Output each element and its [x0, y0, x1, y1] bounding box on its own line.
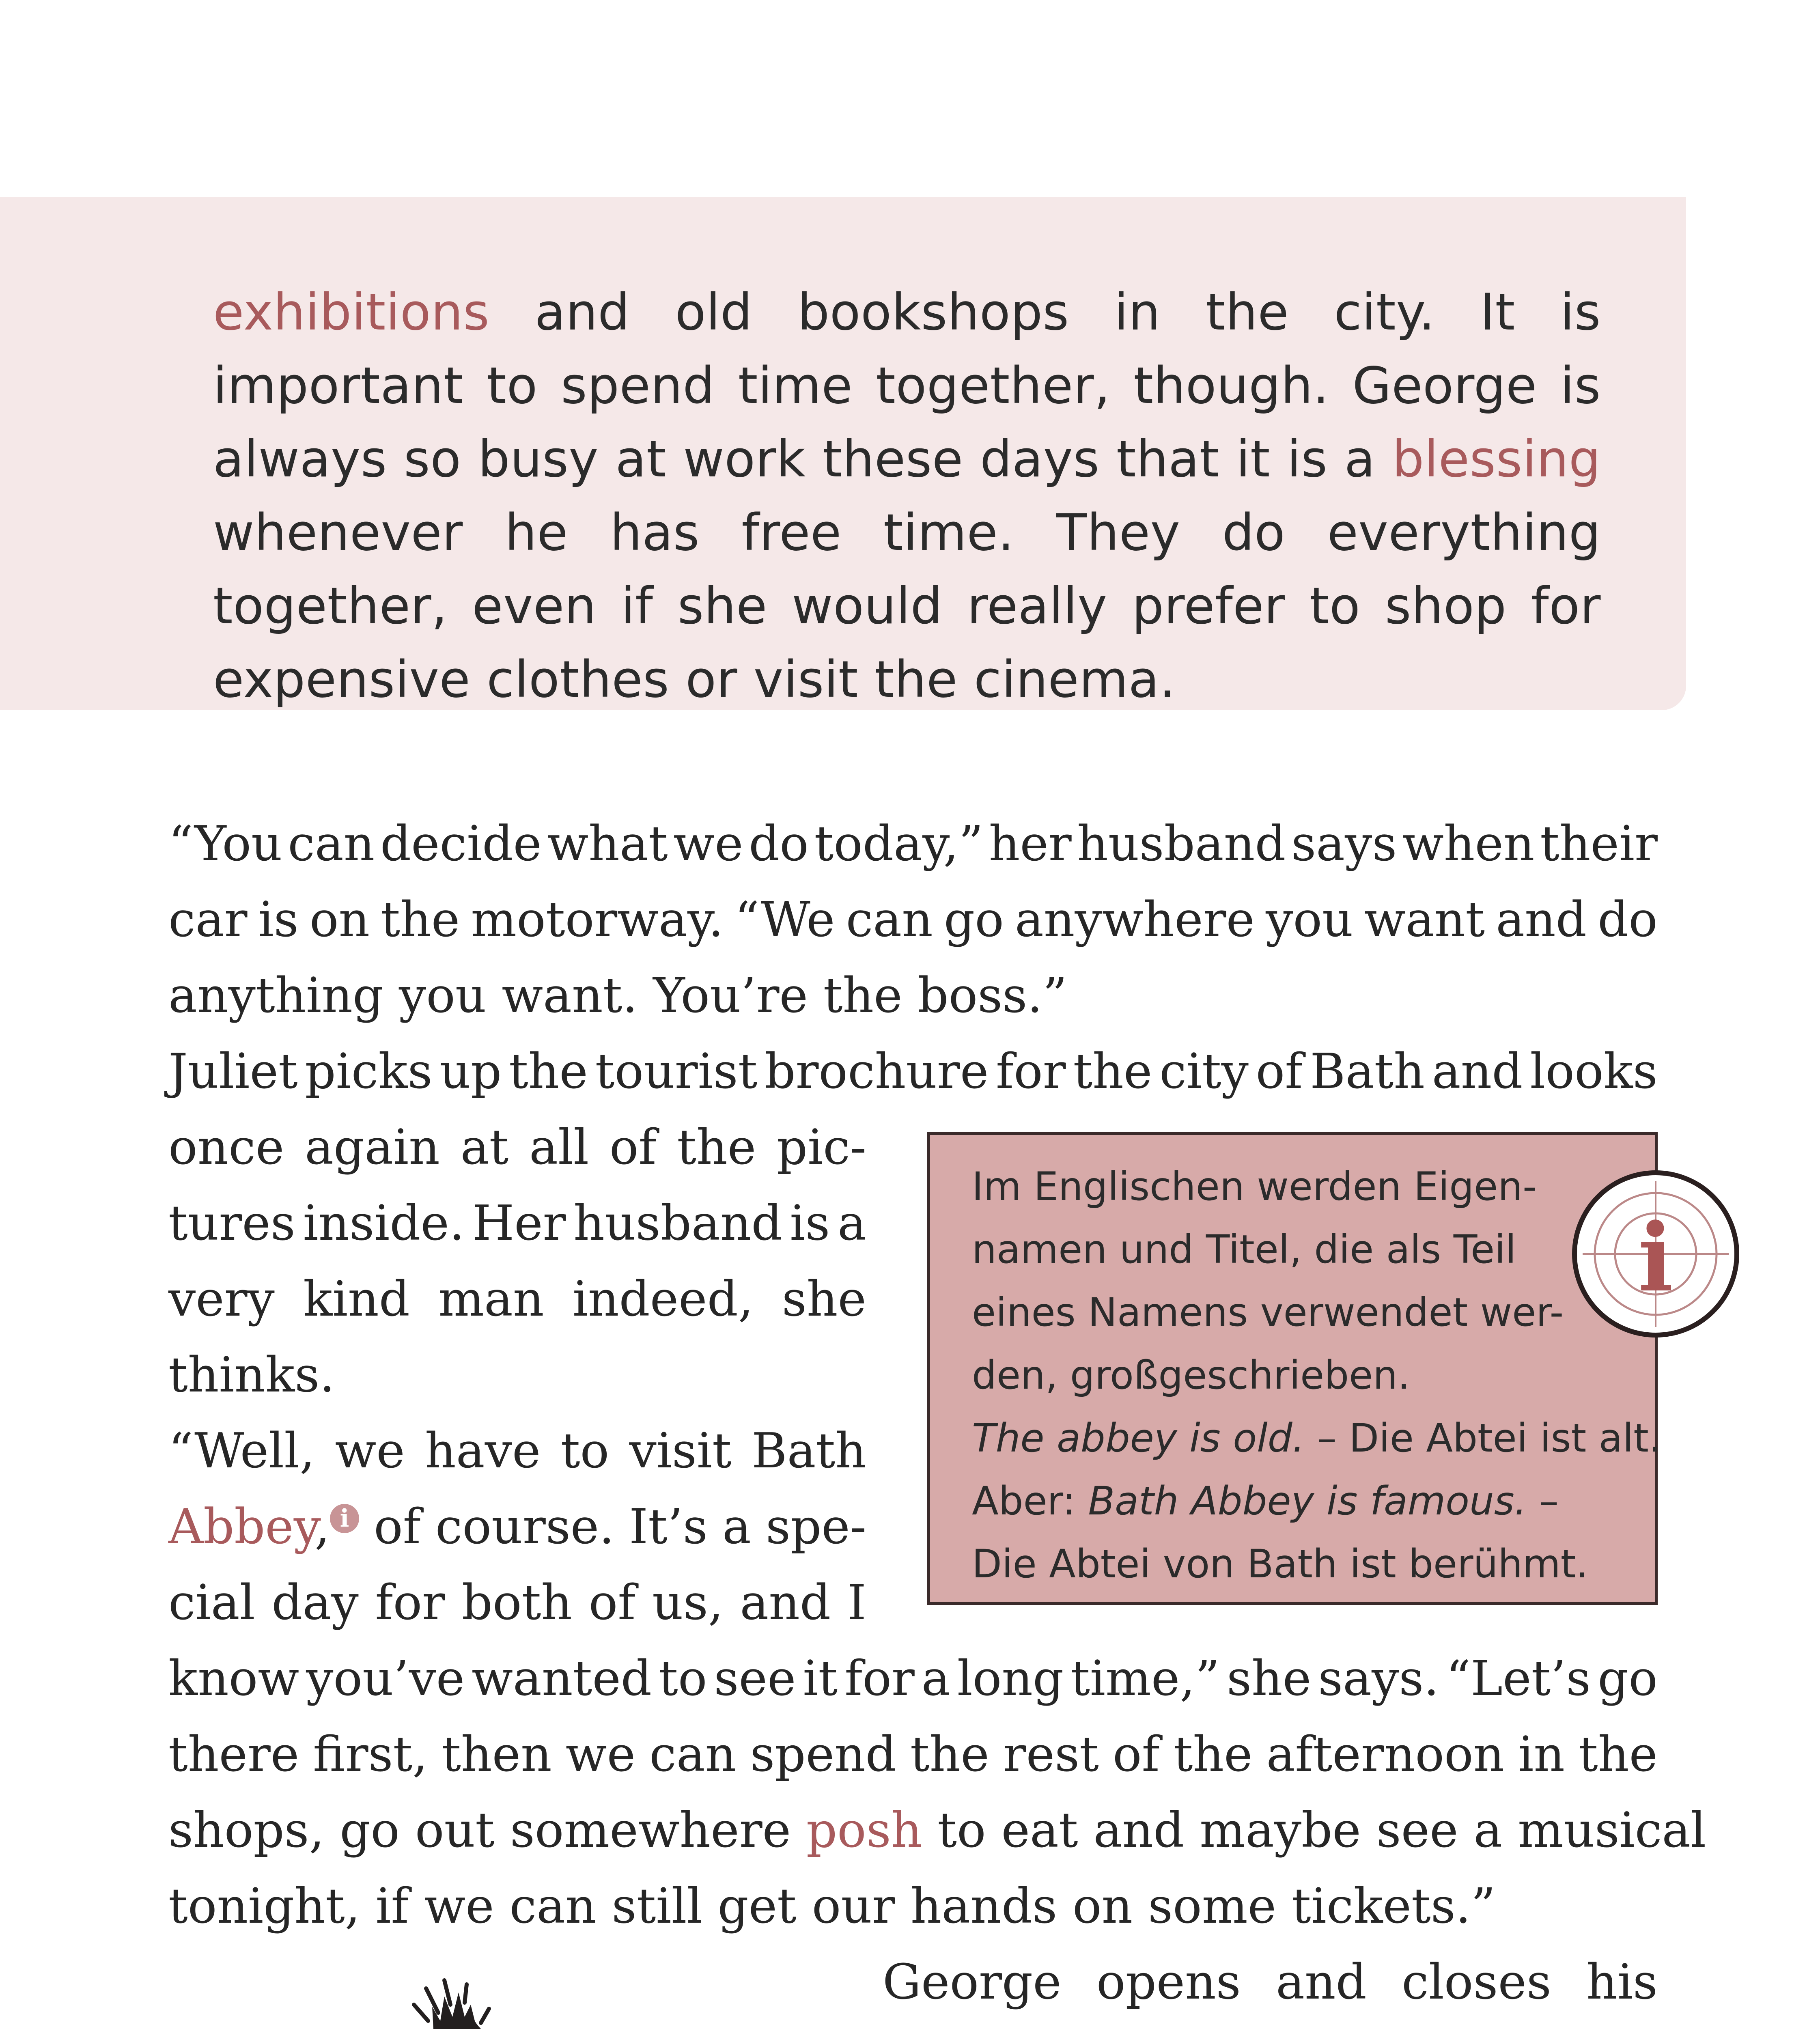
word: very [168, 1271, 275, 1327]
word: “You [168, 816, 282, 872]
word: we [565, 1727, 636, 1783]
story-line [168, 1717, 1658, 1792]
word: I [847, 1575, 866, 1631]
story-line-abbey: Abbey, i of course. It’s a spe- [168, 1490, 866, 1564]
word: she [1226, 1651, 1312, 1707]
hand-print-icon [398, 1972, 519, 2029]
word: tures [168, 1195, 295, 1251]
word: inside. [303, 1195, 465, 1251]
word: is [790, 1195, 830, 1251]
story-line [168, 1034, 1658, 1109]
word [1240, 2021, 1398, 2029]
word: course. [435, 1499, 615, 1555]
word: know [168, 1651, 299, 1707]
word: on [309, 892, 370, 948]
word: visit [629, 1423, 732, 1479]
word: today,” [814, 816, 984, 872]
word: indeed, [572, 1271, 754, 1327]
info-line: namen und Titel, die als Teil [972, 1227, 1516, 1272]
story-line-posh: shops, go out somewhere posh to eat and maybe see a musical [168, 1803, 1706, 1859]
word: to [659, 1651, 707, 1707]
word [1441, 2021, 1580, 2029]
word: of [609, 1120, 657, 1176]
word: once [168, 1120, 284, 1176]
word: the [381, 892, 460, 948]
word: rest [1003, 1727, 1099, 1783]
intro-paragraph [213, 276, 1601, 717]
word: to [560, 1423, 610, 1479]
word: Bath [752, 1423, 866, 1479]
word: city [1159, 1044, 1249, 1100]
word: in [1518, 1727, 1565, 1783]
word: can [846, 892, 933, 948]
intro-text-2: whenever he has free time. They do everything together, even if she would really prefer to shop for expensive clothes or visit the cinema. [213, 504, 1601, 709]
word: we [673, 816, 743, 872]
word: and [740, 1575, 831, 1631]
story-line [168, 807, 1658, 881]
word: day [271, 1575, 359, 1631]
word: kind [303, 1271, 410, 1327]
word: his [1586, 1954, 1658, 2010]
word: her [989, 816, 1072, 872]
word: the [508, 1044, 588, 1100]
word: the [1579, 1727, 1658, 1783]
word: wanted [472, 1651, 652, 1707]
story-line [883, 1945, 1658, 2020]
word: says. [1318, 1651, 1439, 1707]
word: us, [652, 1575, 724, 1631]
keyword-posh: posh [806, 1803, 922, 1859]
word: and [1432, 1044, 1523, 1100]
keyword-exhibitions: exhibitions [213, 283, 490, 342]
word: do [1598, 892, 1658, 948]
word: of [1256, 1044, 1303, 1100]
word: George [883, 1954, 1062, 2010]
word: of [588, 1575, 636, 1631]
word: picks [305, 1044, 433, 1100]
story-line [168, 883, 1658, 957]
word: spend [750, 1727, 896, 1783]
word: a [838, 1195, 866, 1251]
word: Her [472, 1195, 566, 1251]
word: when [1402, 816, 1535, 872]
word: pic- [776, 1120, 866, 1176]
word: brochure [765, 1044, 989, 1100]
story-line [168, 1414, 866, 1488]
word: car [168, 892, 248, 948]
info-line: eines Namens verwendet wer- [972, 1290, 1564, 1335]
info-marker-icon[interactable]: i [330, 1504, 359, 1533]
word: time,” [1070, 1651, 1220, 1707]
word: husband [573, 1195, 782, 1251]
word: go [944, 892, 1004, 948]
word: tourist [595, 1044, 758, 1100]
story-line: anything you want. You’re the boss.” [168, 968, 1068, 1024]
word: their [1540, 816, 1658, 872]
info-icon-letter: i [1638, 1203, 1674, 1313]
word: you [1266, 892, 1353, 948]
word [1587, 2021, 1658, 2029]
story-line [168, 1110, 866, 1185]
word: up [439, 1044, 502, 1100]
word: “Well, [168, 1423, 315, 1479]
word: what [547, 816, 668, 872]
word: see [714, 1651, 796, 1707]
word: all [529, 1120, 589, 1176]
word: again [305, 1120, 440, 1176]
word: of [374, 1499, 421, 1555]
story-line [168, 1186, 866, 1261]
word: opens [1096, 1954, 1241, 2010]
word: can [288, 816, 375, 872]
word: we [335, 1423, 405, 1479]
word [1405, 2021, 1434, 2029]
word: of [1112, 1727, 1160, 1783]
story-line: tonight, if we can still get our hands on some tickets.” [168, 1878, 1496, 1934]
word: and [1496, 892, 1587, 948]
word: is [258, 892, 299, 948]
word: have [425, 1423, 541, 1479]
word: it [803, 1651, 838, 1707]
story-line [168, 1262, 866, 1337]
word: the [1173, 1727, 1253, 1783]
info-example-3: Die Abtei von Bath ist berühmt. [972, 1541, 1588, 1587]
word: there [168, 1727, 299, 1783]
word: Juliet [168, 1044, 298, 1100]
keyword-blessing: blessing [1392, 430, 1601, 489]
intro-text-1: and old bookshops in the city. It is important to spend time together, though. George is always so busy at work these days that it is a [213, 283, 1601, 489]
word: go [1598, 1651, 1658, 1707]
story-line [168, 1566, 866, 1640]
story-line [883, 2021, 1658, 2029]
word: want [1364, 892, 1485, 948]
word: for [844, 1651, 915, 1707]
word: the [677, 1120, 756, 1176]
word: man [438, 1271, 544, 1327]
word: motorway. [471, 892, 724, 948]
keyword-abbey: Abbey [168, 1499, 315, 1555]
word: at [460, 1120, 509, 1176]
word: the [1073, 1044, 1152, 1100]
word: husband [1077, 816, 1286, 872]
word: “We [734, 892, 835, 948]
story-line: thinks. [168, 1347, 335, 1403]
word: afternoon [1266, 1727, 1505, 1783]
word: the [910, 1727, 989, 1783]
word: and [1276, 1954, 1367, 2010]
word: closes [1402, 1954, 1551, 2010]
word: first, [313, 1727, 428, 1783]
word: for [375, 1575, 446, 1631]
word [883, 2021, 1039, 2029]
info-example-2: Aber: Bath Abbey is famous. – [972, 1478, 1559, 1524]
info-line: Im Englischen werden Eigen- [972, 1164, 1537, 1209]
word: can [649, 1727, 737, 1783]
story-line [168, 1641, 1658, 1716]
word: a [921, 1651, 950, 1707]
word: says [1291, 816, 1397, 872]
word: looks [1530, 1044, 1658, 1100]
info-line: den, großgeschrieben. [972, 1353, 1410, 1398]
word: It’s [629, 1499, 708, 1555]
word: then [442, 1727, 552, 1783]
word: both [461, 1575, 573, 1631]
word: Bath [1310, 1044, 1425, 1100]
word: anywhere [1014, 892, 1255, 948]
word: she [782, 1271, 866, 1327]
word: decide [380, 816, 542, 872]
word: for [996, 1044, 1066, 1100]
word: do [749, 816, 809, 872]
info-example-1: The abbey is old. – Die Abtei ist alt. [972, 1415, 1661, 1461]
word: you’ve [306, 1651, 465, 1707]
word: a [722, 1499, 751, 1555]
word: spe- [766, 1499, 866, 1555]
word: “Let’s [1446, 1651, 1591, 1707]
word [1046, 2021, 1233, 2029]
word: long [957, 1651, 1064, 1707]
info-icon [1570, 1169, 1741, 1339]
word: cial [168, 1575, 255, 1631]
